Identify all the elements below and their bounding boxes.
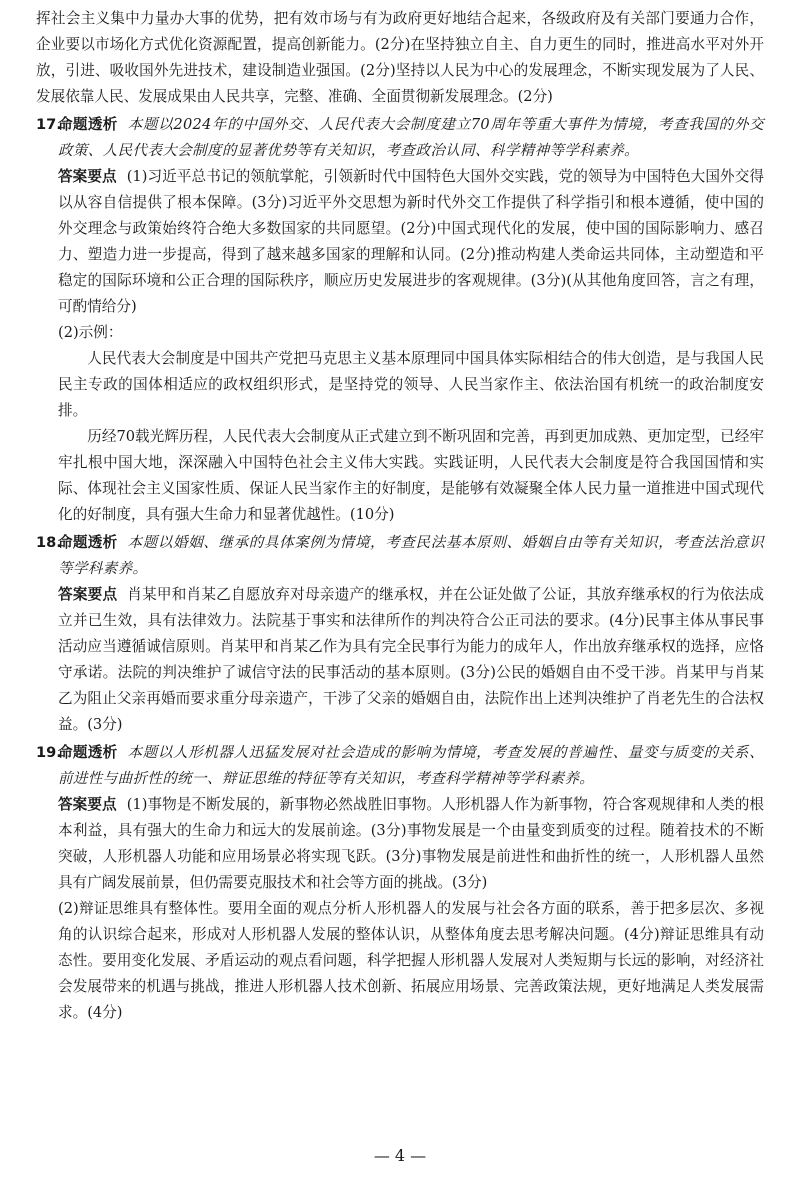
analysis-paragraph: [58, 740, 764, 792]
question-19: [36, 740, 764, 792]
analysis-label: 命题透析: [58, 534, 118, 551]
answer-label: 答案要点: [58, 168, 117, 185]
analysis-paragraph: [58, 112, 764, 164]
page-number: — 4 —: [373, 1146, 427, 1165]
analysis-label: 命题透析: [58, 116, 118, 133]
analysis-text: 本题以人形机器人迅猛发展对社会造成的影响为情境，考查发展的普遍性、量变与质变的关系、前进性与曲折性的统一、辩证思维的特征等有关知识，考查科学精神等学科素养。: [58, 744, 764, 787]
analysis-label: 命题透析: [58, 744, 118, 761]
example-paragraph-1: 人民代表大会制度是中国共产党把马克思主义基本原理同中国具体实际相结合的伟大创造，是与我国人民民主专政的国体相适应的政权组织形式，是坚持党的领导、人民当家作主、依法治国有机统一的政治制度安排。: [58, 350, 764, 419]
answer-text: (1)习近平总书记的领航掌舵，引领新时代中国特色大国外交实践，党的领导为中国特色大国外交得以从容自信提供了根本保障。(3分)习近平外交思想为新时代外交工作提供了科学指引和根本遵循，使中国的外交理念与政策始终符合绝大多数国家的共同愿望。(2分)中国式现代化的发展，使中国的国际影响力、感召力、塑造力进一步提高，得到了越来越多国家的理解和认同。(2分)推动构建人类命运共同体，主动塑造和平稳定的国际环境和公正合理的国际秩序，顺应历史发展进步的客观规律。(3分)(从其他角度回答，言之有理，可酌情给分): [58, 168, 764, 315]
answer-paragraph: [36, 164, 764, 320]
answer-paragraph: [36, 582, 764, 738]
answer-label: 答案要点: [58, 586, 118, 603]
analysis-text: 本题以2024年的中国外交、人民代表大会制度建立70周年等重大事件为情境，考查我国的外交政策、人民代表大会制度的显著优势等有关知识，考查政治认同、科学精神等学科素养。: [58, 116, 764, 159]
answer-label: 答案要点: [58, 796, 117, 813]
question-18: [36, 530, 764, 582]
analysis-paragraph: [58, 530, 764, 582]
answer-text: (1)事物是不断发展的，新事物必然战胜旧事物。人形机器人作为新事物，符合客观规律和人类的根本利益，具有强大的生命力和远大的发展前途。(3分)事物发展是一个由量变到质变的过程。随着技术的不断突破，人形机器人功能和应用场景必将实现飞跃。(3分)事物发展是前进性和曲折性的统一，人形机器人虽然具有广阔发展前景，但仍需要克服技术和社会等方面的挑战。(3分): [58, 796, 764, 891]
question-number: 18.: [36, 534, 62, 551]
answer-paragraph: [36, 792, 764, 896]
question-number: 17.: [36, 116, 62, 133]
answer-part-2: (2)辩证思维具有整体性。要用全面的观点分析人形机器人的发展与社会各方面的联系，善于把多层次、多视角的认识综合起来，形成对人形机器人发展的整体认识，从整体角度去思考解决问题。(4分)辩证思维具有动态性。要用变化发展、矛盾运动的观点看问题，科学把握人形机器人发展对人类短期与长远的影响，对经济社会发展带来的机遇与挑战，推进人形机器人技术创新、拓展应用场景、完善政策法规，更好地满足人类发展需求。(4分): [58, 900, 764, 1021]
example-paragraph-2: 历经70载光辉历程，人民代表大会制度从正式建立到不断巩固和完善，再到更加成熟、更加定型，已经牢牢扎根中国大地，深深融入中国特色社会主义伟大实践。实践证明，人民代表大会制度是符合我国国情和实际、体现社会主义国家性质、保证人民当家作主的好制度，是能够有效凝聚全体人民力量一道推进中国式现代化的好制度，具有强大生命力和显著优越性。(10分): [58, 428, 764, 523]
question-17: [36, 112, 764, 164]
example-heading: (2)示例：: [58, 324, 123, 341]
answer-text: 肖某甲和肖某乙自愿放弃对母亲遗产的继承权，并在公证处做了公证，其放弃继承权的行为依法成立并已生效，具有法律效力。法院基于事实和法律所作的判决符合公正司法的要求。(4分)民事主体从事民事活动应当遵循诚信原则。肖某甲和肖某乙作为具有完全民事行为能力的成年人，作出放弃继承权的选择，应恪守承诺。法院的判决维护了诚信守法的民事活动的基本原则。(3分)公民的婚姻自由不受干涉。肖某甲与肖某乙为阻止父亲再婚而要求重分母亲遗产，干涉了父亲的婚姻自由，法院作出上述判决维护了肖老先生的合法权益。(3分): [58, 586, 764, 733]
continued-answer-text: 挥社会主义集中力量办大事的优势，把有效市场与有为政府更好地结合起来，各级政府及有关部门要通力合作，企业要以市场化方式优化资源配置，提高创新能力。(2分)在坚持独立自主、自力更生的同时，推进高水平对外开放，引进、吸收国外先进技术，建设制造业强国。(2分)坚持以人民为中心的发展理念，不断实现发展为了人民、发展依靠人民、发展成果由人民共享，完整、准确、全面贯彻新发展理念。(2分): [36, 10, 764, 105]
question-number: 19.: [36, 744, 62, 761]
analysis-text: 本题以婚姻、继承的具体案例为情境，考查民法基本原则、婚姻自由等有关知识，考查法治意识等学科素养。: [58, 534, 764, 577]
